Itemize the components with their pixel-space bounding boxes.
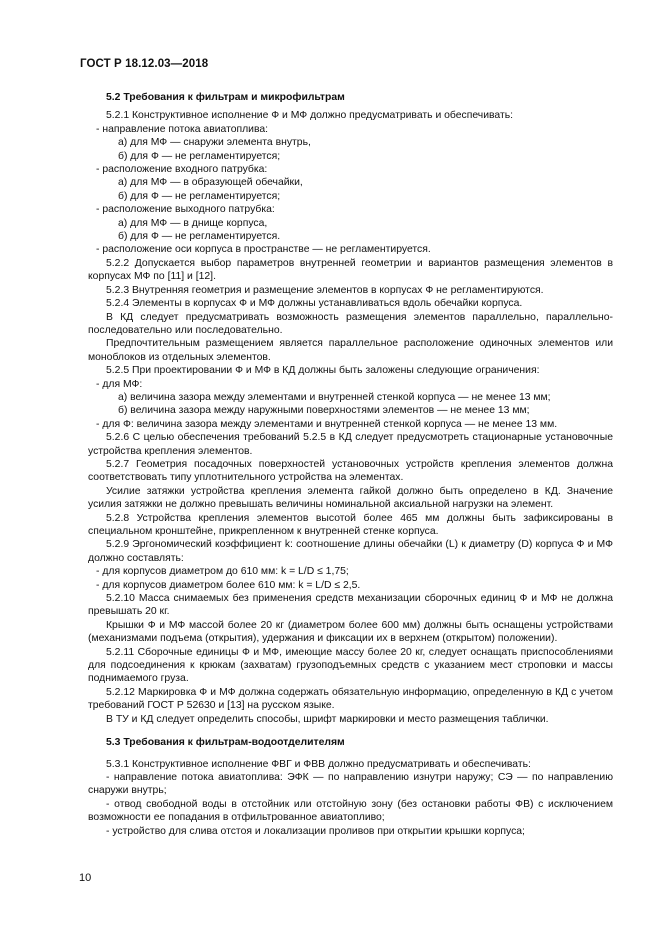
list-subitem: а) для МФ — в образующей обечайки, — [118, 177, 303, 189]
paragraph-5-2-1: 5.2.1 Конструктивное исполнение Ф и МФ должно предусматривать и обеспечивать: — [106, 110, 514, 122]
list-subitem: б) для Ф — не регламентируется. — [118, 231, 281, 243]
list-subitem: б) для Ф — не регламентируется; — [118, 190, 281, 202]
list-item: - расположение оси корпуса в пространстве — не регламентируется. — [96, 244, 431, 256]
list-subitem: б) для Ф — не регламентируется; — [118, 150, 281, 162]
page-number: 10 — [79, 872, 92, 884]
list-item: - для корпусов диаметром до 610 мм: k = L/D ≤ 1,75; — [96, 566, 349, 578]
paragraph: В ТУ и КД следует определить способы, шрифт маркировки и место размещения таблички. — [106, 713, 549, 725]
list-subitem: а) для МФ — снаружи элемента внутрь, — [118, 137, 311, 149]
list-subitem: а) для МФ — в днище корпуса, — [118, 217, 268, 229]
paragraph: В КД следует предусматривать возможность размещения элементов параллельно, параллельно-последовательно или последовательно. — [88, 311, 613, 336]
list-item: - расположение выходного патрубка: — [96, 204, 275, 216]
paragraph-5-2-8: 5.2.8 Устройства крепления элементов высотой более 465 мм должны быть зафиксированы в специальном кронштейне, прикрепленном к внутренней стенке корпуса. — [88, 512, 613, 537]
paragraph: Крышки Ф и МФ массой более 20 кг (диаметром более 600 мм) должны быть оснащены устройствами (механизмами подъема (открытия), удержания и фиксации их в верхнем (открытом) положении). — [88, 619, 613, 645]
list-item: - для корпусов диаметром более 610 мм: k = L/D ≤ 2,5. — [96, 579, 361, 591]
list-item: - направление потока авиатоплива: — [96, 123, 269, 135]
list-subitem: а) величина зазора между элементами и внутренней стенкой корпуса — не менее 13 мм; — [118, 391, 551, 403]
list-item: - расположение входного патрубка: — [96, 164, 268, 176]
list-item: - направление потока авиатоплива: ЭФК — по направлению изнутри наружу; СЭ — по направлению снаружи внутрь; — [88, 771, 613, 797]
paragraph-5-2-4: 5.2.4 Элементы в корпусах Ф и МФ должны устанавливаться вдоль обечайки корпуса. — [106, 298, 523, 310]
paragraph-5-2-3: 5.2.3 Внутренняя геометрия и размещение элементов в корпусах Ф не регламентируются. — [106, 284, 544, 296]
paragraph-5-2-10: 5.2.10 Масса снимаемых без применения средств механизации сборочных единиц Ф и МФ не должна превышать 20 кг. — [88, 593, 613, 618]
paragraph-5-2-9: 5.2.9 Эргономический коэффициент k: соотношение длины обечайки (L) к диаметру (D) корпуса Ф и МФ должно составлять: — [88, 539, 613, 564]
section-heading-5-2: 5.2 Требования к фильтрам и микрофильтрам — [106, 92, 345, 103]
list-item: - отвод свободной воды в отстойник или отстойную зону (без остановки работы ФВ) с исключением возможности ее попадания в отфильтрованное авиатопливо; — [88, 798, 613, 824]
paragraph: Усилие затяжки устройства крепления элемента гайкой должно быть определено в КД. Значение усилия затяжки не должно превышать величины номинальной аксиальной нагрузки на элемент. — [88, 485, 613, 511]
paragraph-5-2-7: 5.2.7 Геометрия посадочных поверхностей установочных устройств крепления элементов должна соответствовать типу уплотнительного устройства на элементах. — [88, 458, 613, 484]
section-heading-5-3: 5.3 Требования к фильтрам-водоотделителям — [106, 737, 345, 749]
list-subitem: б) величина зазора между наружными поверхностями элементов — не менее 13 мм; — [118, 405, 530, 417]
list-item: - для МФ: — [96, 378, 143, 390]
list-item: - для Ф: величина зазора между элементами и внутренней стенкой корпуса — не менее 13 мм. — [96, 418, 558, 430]
paragraph-5-2-11: 5.2.11 Сборочные единицы Ф и МФ, имеющие массу более 20 кг, следует оснащать приспособлениями для подсоединения к крюкам (захватам) грузоподъемных средств с указанием мест строповки и массы поднимаемого груза. — [88, 646, 613, 685]
paragraph-5-2-2: 5.2.2 Допускается выбор параметров внутренней геометрии и вариантов размещения элементов в корпусах МФ по [11] и [12]. — [88, 257, 613, 283]
paragraph-5-2-5: 5.2.5 При проектировании Ф и МФ в КД должны быть заложены следующие ограничения: — [106, 365, 540, 377]
paragraph-5-2-12: 5.2.12 Маркировка Ф и МФ должна содержать обязательную информацию, определенную в КД с учетом требований ГОСТ Р 52630 и [13] на русском языке. — [88, 686, 613, 712]
paragraph: Предпочтительным размещением является параллельное расположение одиночных элементов или моноблоков из отдельных элементов. — [88, 338, 613, 363]
page-header: ГОСТ Р 18.12.03—2018 — [80, 58, 209, 70]
paragraph-5-3-1: 5.3.1 Конструктивное исполнение ФВГ и ФВВ должно предусматривать и обеспечивать: — [106, 758, 531, 770]
paragraph-5-2-6: 5.2.6 С целью обеспечения требований 5.2.5 в КД следует предусмотреть стационарные установочные устройства крепления элементов. — [88, 432, 613, 457]
page-content — [88, 91, 613, 838]
list-item: - устройство для слива отстоя и локализации проливов при открытии крышки корпуса; — [106, 825, 525, 837]
